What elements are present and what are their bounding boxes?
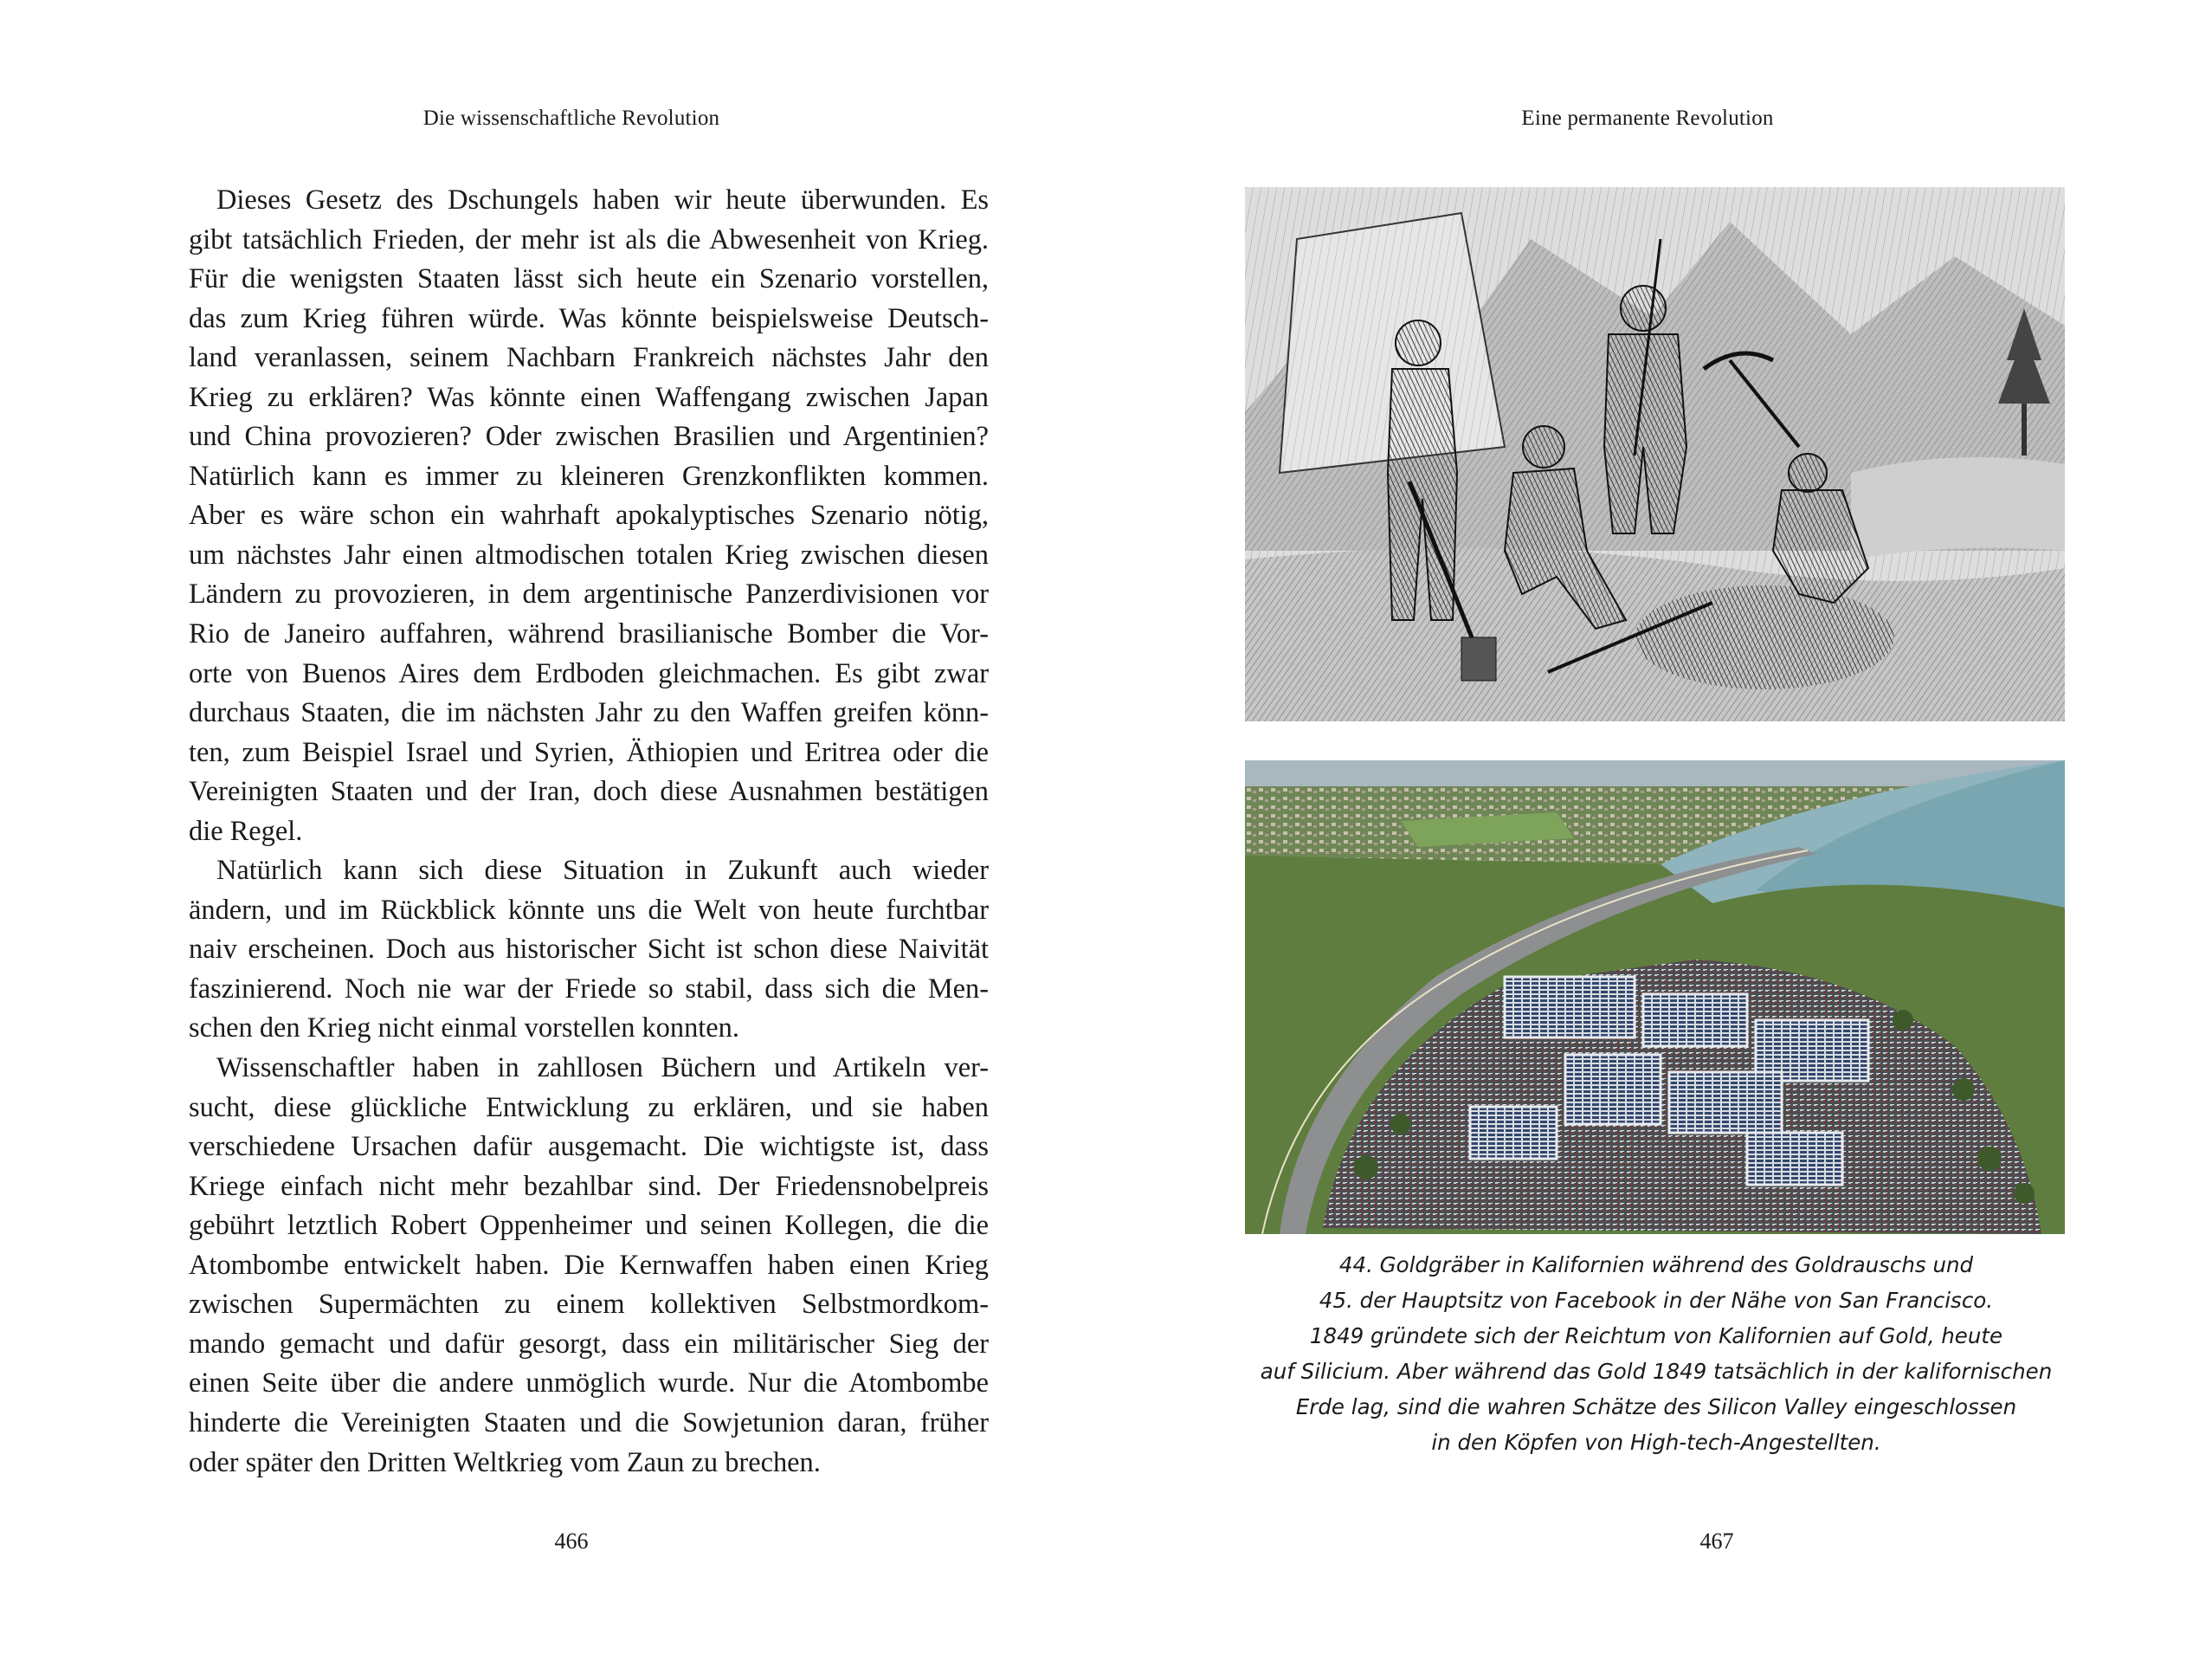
text-line: Krieg zu erklären? Was könnte einen Waffengang zwischen Japan — [189, 381, 989, 413]
text-line: die Regel. — [189, 815, 303, 847]
text-line: Kriege einfach nicht mehr bezahlbar sind. Der Friedensnobelpreis — [189, 1170, 989, 1202]
aerial-campus-photo-image — [1245, 760, 2065, 1234]
text-line: oder später den Dritten Weltkrieg vom Zaun zu brechen. — [189, 1446, 821, 1478]
text-line: mando gemacht und dafür gesorgt, dass ein militärischer Sieg der — [189, 1328, 989, 1360]
caption-line: 44. Goldgräber in Kalifornien während des Goldrauschs und — [1338, 1252, 1974, 1277]
text-line: Ländern zu provozieren, in dem argentinische Panzerdivisionen vor — [189, 578, 989, 611]
text-line: und China provozieren? Oder zwischen Brasilien und Argentinien? — [189, 421, 989, 453]
text-line: schen den Krieg nicht einmal vorstellen konnten. — [189, 1012, 739, 1044]
text-line: Atombombe entwickelt haben. Die Kernwaffen haben einen Krieg — [189, 1249, 989, 1281]
text-line: Rio de Janeiro auffahren, während brasilianische Bomber die Vor- — [189, 618, 989, 650]
text-line: sucht, diese glückliche Entwicklung zu erklären, und sie haben — [189, 1091, 989, 1123]
text-line: hinderte die Vereinigten Staaten und die Sowjetunion daran, früher — [189, 1406, 989, 1438]
text-line: Natürlich kann sich diese Situation in Zukunft auch wieder — [216, 855, 989, 887]
text-line: ten, zum Beispiel Israel und Syrien, Äthiopien und Eritrea oder die — [189, 736, 989, 768]
text-line: Dieses Gesetz des Dschungels haben wir heute überwunden. Es — [216, 184, 989, 216]
running-head-right: Eine permanente Revolution — [1521, 107, 1774, 130]
text-line: das zum Krieg führen würde. Was könnte beispielsweise Deutsch- — [189, 302, 989, 334]
text-line: orte von Buenos Aires dem Erdboden gleichmachen. Es gibt zwar — [189, 657, 989, 689]
caption-line: 45. der Hauptsitz von Facebook in der Nähe von San Francisco. — [1319, 1288, 1994, 1313]
page-number-right: 467 — [1699, 1529, 1734, 1554]
text-line: ändern, und im Rückblick könnte uns die Welt von heute furchtbar — [189, 894, 989, 926]
aerial-photo — [1245, 760, 2065, 1234]
engraving-gold-miners-image — [1245, 187, 2065, 721]
figure-caption — [1219, 1247, 2093, 1460]
text-line: gibt tatsächlich Frieden, der mehr ist als die Abwesenheit von Krieg. — [189, 223, 989, 255]
text-line: durchaus Staaten, die im nächsten Jahr zu den Waffen greifen könn- — [189, 697, 989, 729]
text-line: einen Seite über die andere unmöglich wurde. Nur die Atombombe — [189, 1367, 989, 1399]
page-number-left: 466 — [554, 1529, 589, 1554]
caption-line: Erde lag, sind die wahren Schätze des Silicon Valley eingeschlossen — [1295, 1394, 2017, 1419]
caption-line: 1849 gründete sich der Reichtum von Kalifornien auf Gold, heute — [1309, 1323, 2003, 1348]
text-line: um nächstes Jahr einen altmodischen totalen Krieg zwischen diesen — [189, 539, 989, 571]
right-page — [1106, 0, 2212, 1674]
caption-line: auf Silicium. Aber während das Gold 1849 tatsächlich in der kalifornischen — [1260, 1359, 2053, 1384]
text-line: Aber es wäre schon ein wahrhaft apokalyptisches Szenario nötig, — [189, 500, 989, 532]
engraving-illustration — [1245, 187, 2065, 721]
text-line: Für die wenigsten Staaten lässt sich heute ein Szenario vorstellen, — [189, 263, 989, 295]
paragraph-2 — [161, 851, 989, 1049]
text-line: naiv erscheinen. Doch aus historischer Sicht ist schon diese Naivität — [189, 934, 989, 966]
body-text — [161, 181, 989, 1483]
text-line: Vereinigten Staaten und der Iran, doch diese Ausnahmen bestätigen — [189, 776, 989, 808]
text-line: zwischen Supermächten zu einem kollektiven Selbstmordkom- — [189, 1289, 989, 1321]
paragraph-1 — [161, 181, 989, 851]
text-line: Natürlich kann es immer zu kleineren Grenzkonflikten kommen. — [189, 460, 989, 492]
text-line: faszinierend. Noch nie war der Friede so stabil, dass sich die Men- — [189, 973, 989, 1005]
paragraph-3 — [161, 1049, 989, 1483]
text-line: gebührt letztlich Robert Oppenheimer und seinen Kollegen, die die — [189, 1210, 989, 1242]
text-line: Wissenschaftler haben in zahllosen Büchern und Artikeln ver- — [216, 1052, 989, 1084]
running-head-left: Die wissenschaftliche Revolution — [422, 107, 720, 130]
text-line: verschiedene Ursachen dafür ausgemacht. Die wichtigste ist, dass — [189, 1131, 989, 1163]
text-line: land veranlassen, seinem Nachbarn Frankreich nächstes Jahr den — [189, 342, 989, 374]
caption-line: in den Köpfen von High-tech-Angestellten. — [1431, 1430, 1881, 1455]
